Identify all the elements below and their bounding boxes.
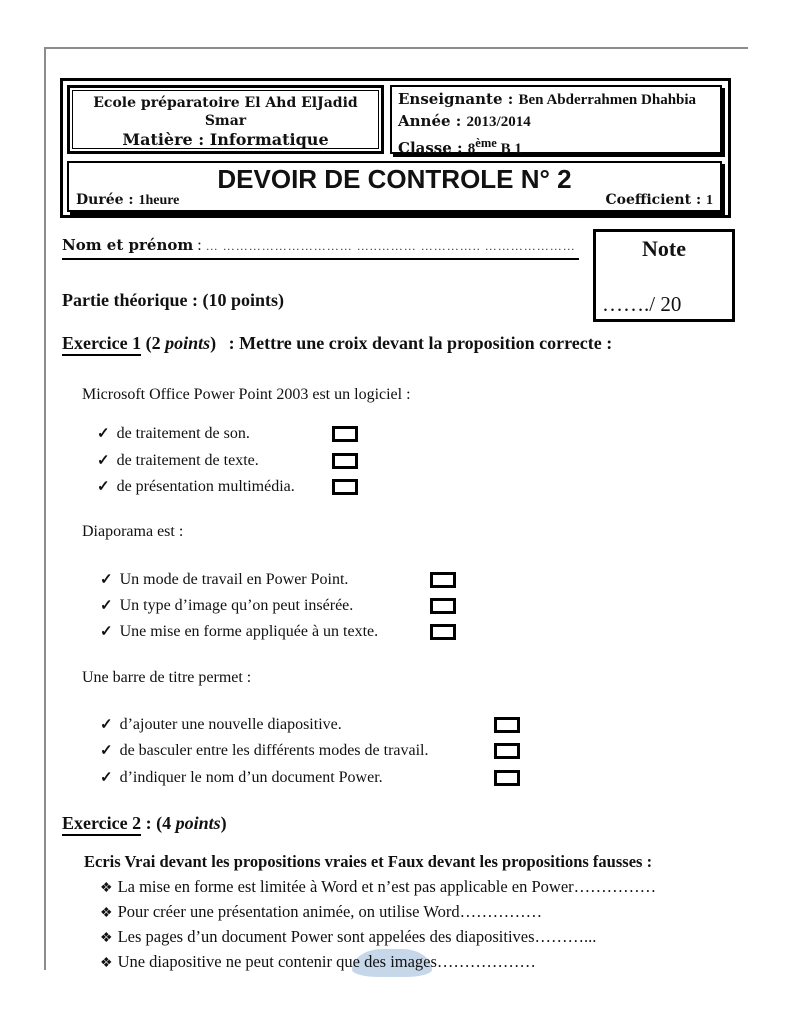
exercise1-question-1: Microsoft Office Power Point 2003 est un logiciel : — [82, 386, 411, 403]
checkmark-icon: ✓ — [100, 598, 113, 614]
choice-row — [100, 596, 353, 618]
subject-line — [73, 130, 378, 150]
choice-row — [100, 570, 348, 592]
year-line — [398, 111, 714, 133]
choice-label: de traitement de texte. — [116, 452, 259, 469]
teacher-label: Enseignante : — [398, 90, 514, 108]
school-name: Ecole préparatoire El Ahd ElJadid — [93, 95, 358, 111]
choice-row — [100, 622, 378, 644]
choice-row — [97, 424, 250, 446]
true-false-statement[interactable] — [100, 952, 536, 972]
statement-text: Une diapositive ne peut contenir que des images……………… — [117, 952, 536, 971]
diamond-bullet-icon: ❖ — [100, 906, 113, 921]
choice-row — [100, 715, 342, 737]
checkmark-icon: ✓ — [100, 572, 113, 588]
checkmark-icon: ✓ — [100, 743, 113, 759]
answer-checkbox[interactable] — [430, 624, 456, 640]
student-name-line[interactable] — [62, 236, 579, 260]
teacher-info-box — [390, 85, 722, 157]
exercise1-question-2: Diaporama est : — [82, 523, 184, 540]
teacher-line — [398, 89, 714, 111]
grade-score-line[interactable]: ……./ 20 — [602, 292, 682, 316]
year-label: Année : — [398, 112, 462, 130]
exercise2-instruction: Ecris Vrai devant les propositions vraies et Faux devant les propositions fausses : — [84, 852, 653, 871]
teacher-name: Ben Abderrahmen Dhahbia — [518, 92, 697, 108]
year-value: 2013/2014 — [466, 114, 531, 130]
true-false-statement[interactable] — [100, 902, 542, 922]
choice-label: Un type d’image qu’on peut insérée. — [119, 597, 354, 614]
choice-label: Un mode de travail en Power Point. — [119, 571, 349, 588]
exercise1-question-3: Une barre de titre permet : — [82, 669, 252, 686]
exam-subtitle-row — [76, 192, 713, 209]
answer-checkbox[interactable] — [332, 479, 358, 495]
checkmark-icon: ✓ — [97, 426, 110, 442]
answer-checkbox[interactable] — [494, 717, 520, 733]
name-separator: : — [193, 237, 206, 254]
name-label: Nom et prénom — [62, 236, 194, 254]
school-city: Smar — [204, 113, 247, 129]
duration: Durée : 1heure — [76, 192, 180, 208]
subject-label: Matière : — [122, 130, 205, 149]
exam-title-box — [67, 161, 722, 212]
choice-row — [100, 768, 383, 790]
school-info-inner — [72, 90, 379, 149]
choice-row — [100, 741, 429, 763]
checkmark-icon: ✓ — [100, 770, 113, 786]
class-value: 8ème B 1 — [467, 136, 522, 157]
diamond-bullet-icon: ❖ — [100, 881, 113, 896]
school-info-box — [67, 85, 384, 154]
choice-label: de basculer entre les différents modes de travail. — [119, 742, 429, 759]
exercise2-separator: : — [141, 813, 157, 833]
class-line — [398, 133, 714, 160]
subject-value: Informatique — [209, 130, 329, 149]
choice-label: de traitement de son. — [116, 425, 250, 442]
checkmark-icon: ✓ — [100, 624, 113, 640]
checkmark-icon: ✓ — [97, 479, 110, 495]
exercise1-heading — [62, 333, 612, 354]
choice-row — [97, 451, 259, 473]
exam-header — [60, 78, 731, 218]
statement-text: Pour créer une présentation animée, on utilise Word…………… — [117, 902, 543, 921]
theory-part-title: Partie théorique : (10 points) — [62, 290, 284, 310]
answer-checkbox[interactable] — [332, 426, 358, 442]
exercise2-heading — [62, 813, 227, 834]
diamond-bullet-icon: ❖ — [100, 931, 113, 946]
exercise2-title: Exercice 2 — [62, 813, 141, 836]
checkmark-icon: ✓ — [97, 453, 110, 469]
choice-label: de présentation multimédia. — [116, 478, 295, 495]
grade-box — [593, 229, 735, 322]
grade-box-title: Note — [642, 236, 686, 261]
answer-checkbox[interactable] — [494, 770, 520, 786]
name-dotted-line: … ………………………… …..……… ………….. ………………… — [205, 239, 576, 253]
statement-text: La mise en forme est limitée à Word et n’est pas applicable en Power…………… — [117, 877, 657, 896]
exercise2-points: (4 points) — [156, 813, 227, 833]
statement-text: Les pages d’un document Power sont appelées des diapositives………... — [117, 927, 597, 946]
true-false-statement[interactable] — [100, 877, 656, 897]
choice-label: d’indiquer le nom d’un document Power. — [119, 769, 383, 786]
choice-row — [97, 477, 295, 499]
diamond-bullet-icon: ❖ — [100, 956, 113, 971]
exercise1-title: Exercice 1 — [62, 333, 141, 356]
choice-label: Une mise en forme appliquée à un texte. — [119, 623, 379, 640]
answer-checkbox[interactable] — [494, 743, 520, 759]
exercise1-instruction: : Mettre une croix devant la proposition correcte : — [228, 333, 613, 353]
class-label: Classe : — [398, 139, 463, 157]
coefficient: Coefficient : 1 — [605, 192, 713, 208]
answer-checkbox[interactable] — [430, 598, 456, 614]
exercise1-points: (2 points) — [145, 333, 217, 353]
choice-label: d’ajouter une nouvelle diapositive. — [119, 716, 342, 733]
true-false-statement[interactable] — [100, 927, 596, 947]
answer-checkbox[interactable] — [332, 453, 358, 469]
exam-title: DEVOIR DE CONTROLE N° 2 — [217, 164, 572, 194]
page-border-left — [44, 47, 46, 970]
answer-checkbox[interactable] — [430, 572, 456, 588]
checkmark-icon: ✓ — [100, 717, 113, 733]
page-border-top — [44, 47, 748, 49]
